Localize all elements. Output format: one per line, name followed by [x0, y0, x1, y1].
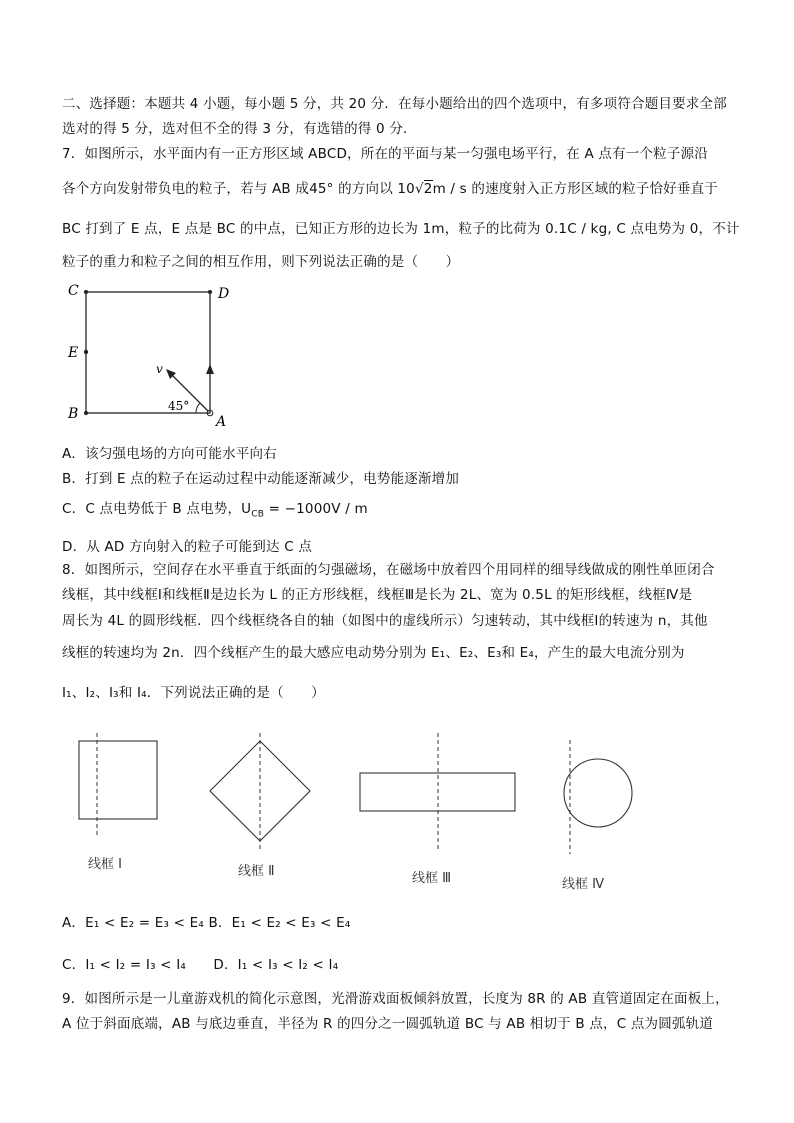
q7-line2-b: m / s 的速度射入正方形区域的粒子恰好垂直于 [432, 181, 718, 197]
q7-option-c [62, 497, 368, 520]
q7-option-c-b: = −1000V / m [264, 501, 368, 517]
q7-line2-a: 各个方向发射带负电的粒子，若与 AB 成45° 的方向以 10 [62, 181, 415, 197]
q8-line2: 线框，其中线框Ⅰ和线框Ⅱ是边长为 L 的正方形线框，线框Ⅲ是长为 2L、宽为 0.5L 的矩形线框，线框Ⅳ是 [62, 587, 693, 603]
frame-4-label: 线框 Ⅳ [562, 877, 605, 892]
label-b: B [68, 406, 79, 422]
frame-1-square [79, 741, 157, 819]
q8-options-ab: A．E₁ < E₂ = E₃ < E₄ B．E₁ < E₂ < E₃ < E₄ [62, 915, 351, 931]
frame-1-label: 线框 Ⅰ [88, 857, 122, 872]
angle-arc [196, 403, 200, 413]
q7-line2 [62, 177, 718, 197]
sqrt-sign: √ [414, 181, 424, 197]
label-v: v [156, 362, 163, 376]
section-heading-line2: 选对的得 5 分，选对但不全的得 3 分，有选错的得 0 分． [62, 121, 417, 137]
label-angle: 45° [168, 399, 190, 413]
q7-line2-sqrt: 2 [423, 181, 433, 197]
q7-line1: 7．如图所示，水平面内有一正方形区域 ABCD，所在的平面与某一匀强电场平行，在 A 点有一个粒子源沿 [62, 146, 708, 162]
q7-square-figure [60, 278, 250, 433]
label-e: E [68, 345, 79, 361]
point-d [208, 290, 212, 294]
point-e [84, 350, 88, 354]
q9-line2: A 位于斜面底端，AB 与底边垂直，半径为 R 的四分之一圆弧轨道 BC 与 AB 相切于 B 点，C 点为圆弧轨道 [62, 1016, 714, 1032]
label-d: D [218, 286, 230, 302]
q7-line3: BC 打到了 E 点，E 点是 BC 的中点，已知正方形的边长为 1m，粒子的比荷为 0.1C / kg, C 点电势为 0，不计 [62, 221, 740, 237]
section-heading-line1: 二、选择题：本题共 4 小题，每小题 5 分，共 20 分．在每小题给出的四个选项中，有多项符合题目要求全部 [62, 96, 727, 112]
label-a: A [216, 414, 227, 430]
frame-2-label: 线框 Ⅱ [238, 864, 275, 879]
q7-option-c-sub: CB [251, 509, 265, 520]
q7-option-c-a: C．C 点电势低于 B 点电势，U [62, 501, 252, 517]
point-b [84, 411, 88, 415]
q8-line4: 线框的转速均为 2n．四个线框产生的最大感应电动势分别为 E₁、E₂、E₃和 E₄，产生的最大电流分别为 [62, 645, 685, 661]
q8-line1: 8．如图所示，空间存在水平垂直于纸面的匀强磁场，在磁场中放着四个用同样的细导线做成的刚性单匝闭合 [62, 562, 715, 578]
q7-option-d: D．从 AD 方向射入的粒子可能到达 C 点 [62, 539, 313, 555]
frame-3-label: 线框 Ⅲ [412, 871, 452, 886]
q7-line4: 粒子的重力和粒子之间的相互作用，则下列说法正确的是（ ） [62, 254, 460, 270]
label-c: C [68, 283, 79, 299]
frame-4-circle [564, 759, 632, 827]
q8-line3: 周长为 4L 的圆形线框．四个线框绕各自的轴（如图中的虚线所示）匀速转动，其中线框Ⅰ的转速为 n，其他 [62, 613, 708, 629]
q9-line1: 9．如图所示是一儿童游戏机的简化示意图，光滑游戏面板倾斜放置，长度为 8R 的 AB 直管道固定在面板上， [62, 991, 729, 1007]
q7-option-b: B．打到 E 点的粒子在运动过程中动能逐渐减少，电势能逐渐增加 [62, 471, 460, 487]
q8-frames-figure [60, 730, 660, 895]
q8-line5: I₁、I₂、I₃和 I₄．下列说法正确的是（ ） [62, 685, 325, 701]
q8-options-cd: C．I₁ < I₂ = I₃ < I₄ D．I₁ < I₃ < I₂ < I₄ [62, 957, 339, 973]
q7-option-a: A．该匀强电场的方向可能水平向右 [62, 446, 277, 462]
ad-arrowhead-icon [206, 364, 214, 374]
point-c [84, 290, 88, 294]
